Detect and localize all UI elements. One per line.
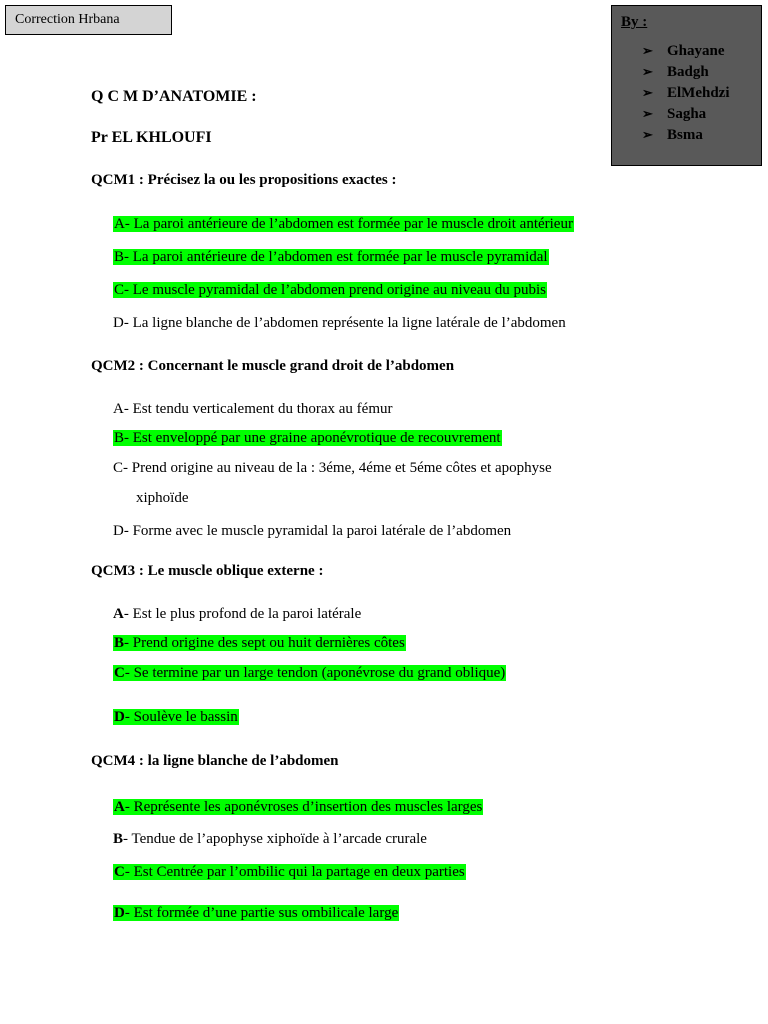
author-item: ➢ Sagha — [642, 103, 730, 124]
answer-option: A- Est le plus profond de la paroi latérale — [113, 606, 362, 622]
answer-option: B- Prend origine des sept ou huit dernières côtes — [114, 635, 405, 651]
answer-option: A- La paroi antérieure de l’abdomen est formée par le muscle droit antérieur — [114, 216, 573, 232]
answer-option: D- Soulève le bassin — [114, 709, 238, 725]
arrow-bullet-icon: ➢ — [642, 127, 653, 142]
correction-label: Correction Hrbana — [5, 5, 172, 35]
answer-option: D- Est formée d’une partie sus ombilicale large — [114, 905, 399, 921]
answer-option: A- Est tendu verticalement du thorax au fémur — [113, 401, 393, 417]
authors-box — [611, 5, 762, 166]
arrow-bullet-icon: ➢ — [642, 106, 653, 121]
answer-option-continuation: xiphoïde — [136, 490, 189, 506]
answer-option: B- Tendue de l’apophyse xiphoïde à l’arcade crurale — [113, 831, 427, 847]
by-label: By : — [621, 14, 648, 30]
author-item: ➢ Ghayane — [642, 40, 730, 61]
answer-option: C- Se termine par un large tendon (aponévrose du grand oblique) — [114, 665, 506, 681]
question-heading-4: QCM4 : la ligne blanche de l’abdomen — [91, 753, 339, 769]
author-item: ➢ ElMehdzi — [642, 82, 730, 103]
answer-option: B- Est enveloppé par une graine aponévrotique de recouvrement — [114, 430, 501, 446]
answer-option: C- Est Centrée par l’ombilic qui la partage en deux parties — [114, 864, 465, 880]
answer-option: D- La ligne blanche de l’abdomen représente la ligne latérale de l’abdomen — [113, 315, 566, 331]
question-heading-1: QCM1 : Précisez la ou les propositions exactes : — [91, 172, 397, 188]
authors-list — [642, 40, 730, 145]
answer-option: A- Représente les aponévroses d’insertion des muscles larges — [114, 799, 483, 815]
answer-option: D- Forme avec le muscle pyramidal la paroi latérale de l’abdomen — [113, 523, 512, 539]
arrow-bullet-icon: ➢ — [642, 43, 653, 58]
arrow-bullet-icon: ➢ — [642, 64, 653, 79]
answer-option: C- Le muscle pyramidal de l’abdomen prend origine au niveau du pubis — [114, 282, 546, 298]
answer-option: B- La paroi antérieure de l’abdomen est formée par le muscle pyramidal — [114, 249, 548, 265]
answer-option: C- Prend origine au niveau de la : 3éme, 4éme et 5éme côtes et apophyse — [113, 460, 552, 476]
professor-name: Pr EL KHLOUFI — [91, 129, 212, 146]
arrow-bullet-icon: ➢ — [642, 85, 653, 100]
question-heading-2: QCM2 : Concernant le muscle grand droit de l’abdomen — [91, 358, 455, 374]
author-item: ➢ Badgh — [642, 61, 730, 82]
document-title: Q C M D’ANATOMIE : — [91, 88, 257, 105]
question-heading-3: QCM3 : Le muscle oblique externe : — [91, 563, 324, 579]
author-item: ➢ Bsma — [642, 124, 730, 145]
